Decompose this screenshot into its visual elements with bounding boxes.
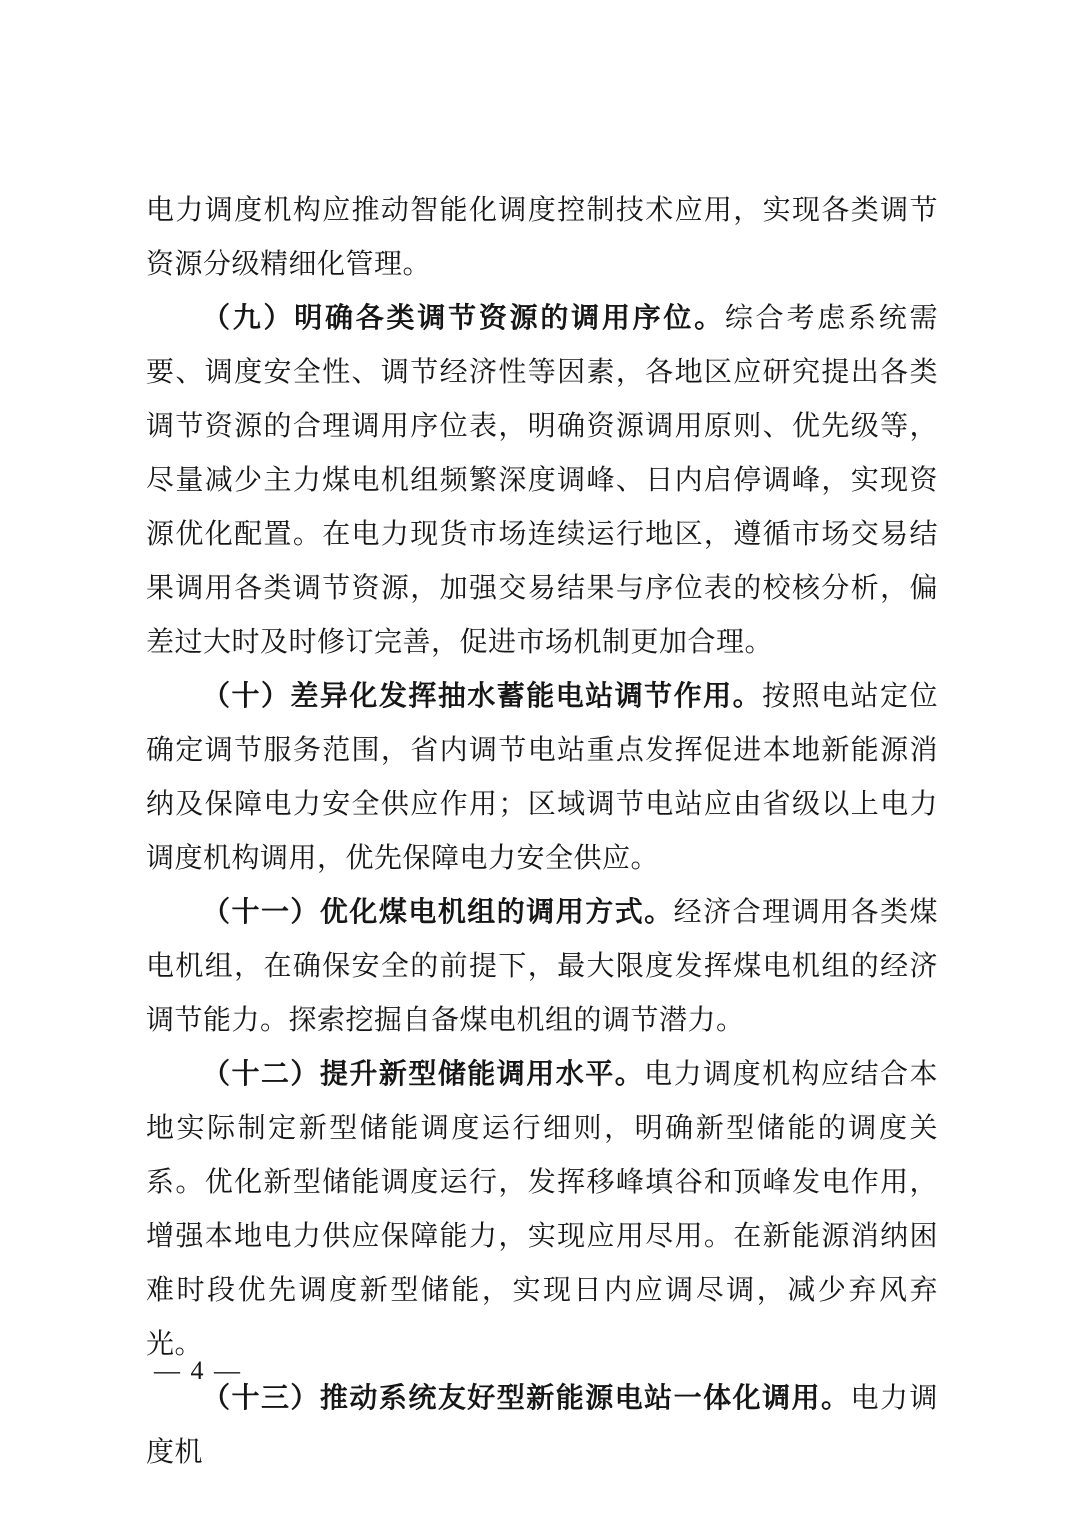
paragraph-heading: （十一）优化煤电机组的调用方式。: [202, 897, 674, 928]
paragraph-text: 经济合理调用各类煤电机组，在确保安全的前提下，最大限度发挥煤电机组的经济调节能力。探索挖掘自备煤电机组的调节潜力。: [146, 897, 938, 1036]
paragraph-item-13: [146, 1372, 938, 1480]
paragraph-text: 综合考虑系统需要、调度安全性、调节经济性等因素，各地区应研究提出各类调节资源的合理调用序位表，明确资源调用原则、优先级等，尽量减少主力煤电机组频繁深度调峰、日内启停调峰，实现资源优化配置。在电力现货市场连续运行地区，遵循市场交易结果调用各类调节资源，加强交易结果与序位表的校核分析，偏差过大时及时修订完善，促进市场机制更加合理。: [146, 303, 938, 658]
paragraph-heading: （十）差异化发挥抽水蓄能电站调节作用。: [202, 681, 763, 712]
paragraph-text: 电力调度机构应结合本地实际制定新型储能调度运行细则，明确新型储能的调度关系。优化新型储能调度运行，发挥移峰填谷和顶峰发电作用，增强本地电力供应保障能力，实现应用尽用。在新能源消纳困难时段优先调度新型储能，实现日内应调尽调，减少弃风弃光。: [146, 1059, 938, 1360]
paragraph-text: 按照电站定位确定调节服务范围，省内调节电站重点发挥促进本地新能源消纳及保障电力安全供应作用；区域调节电站应由省级以上电力调度机构调用，优先保障电力安全供应。: [146, 681, 938, 874]
page-number: — 4 —: [154, 1356, 242, 1385]
paragraph-item-11: [146, 886, 938, 1048]
paragraph-continuation: [146, 184, 938, 292]
paragraph-text: 电力调度机构应推动智能化调度控制技术应用，实现各类调节资源分级精细化管理。: [146, 195, 938, 280]
paragraph-heading: （十二）提升新型储能调用水平。: [202, 1059, 645, 1090]
paragraph-item-10: [146, 670, 938, 886]
paragraph-text: 电力调度机: [146, 1383, 938, 1468]
paragraph-item-9: [146, 292, 938, 670]
paragraph-item-12: [146, 1048, 938, 1372]
paragraph-heading: （十三）推动系统友好型新能源电站一体化调用。: [202, 1383, 851, 1414]
paragraph-heading: （九）明确各类调节资源的调用序位。: [202, 303, 725, 334]
